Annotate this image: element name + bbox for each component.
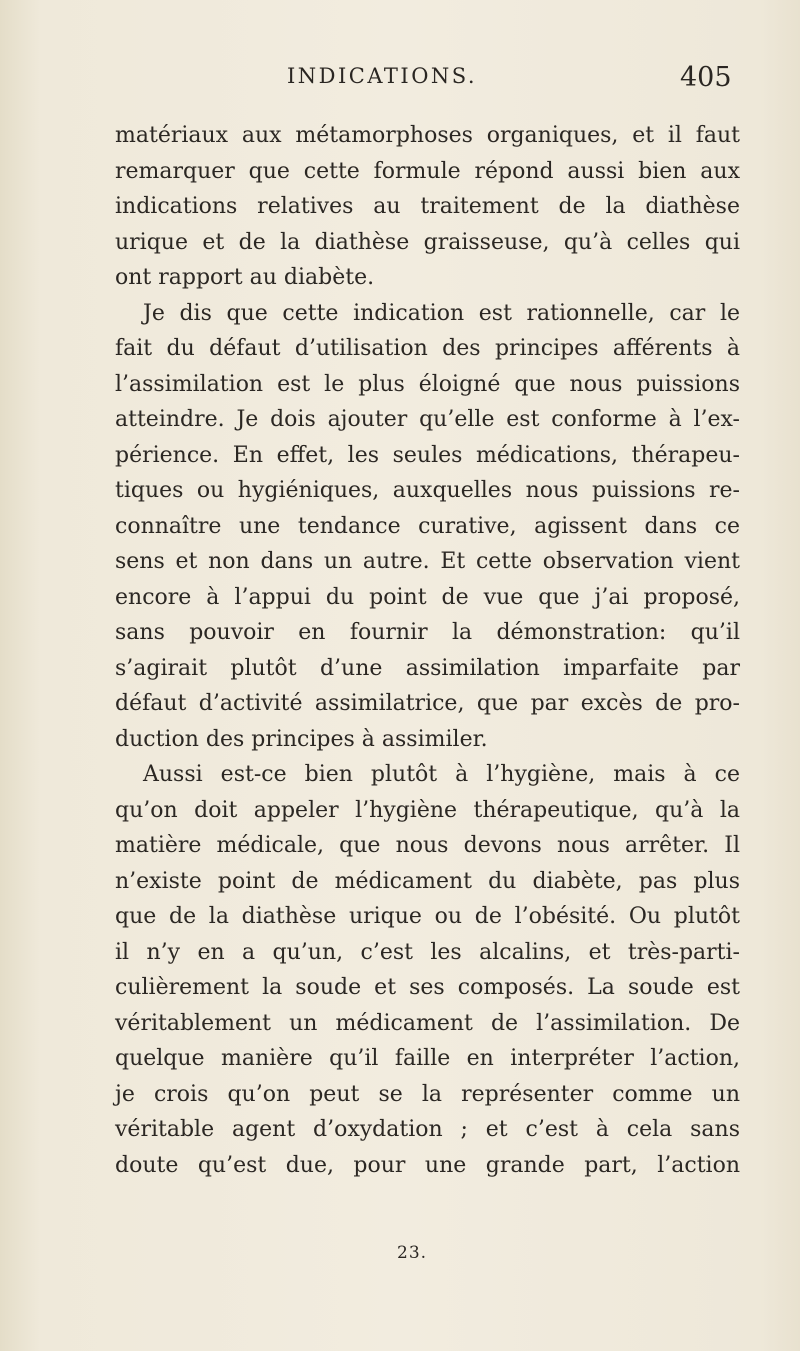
text-line: tiques ou hygiéniques, auxquelles nous puissions re- (115, 478, 740, 503)
signature-mark: 23. (397, 1243, 428, 1263)
text-line: doute qu’est due, pour une grande part, l’action (115, 1152, 740, 1178)
text-line: remarquer que cette formule répond aussi bien aux (115, 158, 740, 184)
text-line: s’agirait plutôt d’une assimilation imparfaite par (115, 655, 740, 681)
text-line: n’existe point de médicament du diabète, pas plus (115, 868, 740, 894)
text-line: Aussi est-ce bien plutôt à l’hygiène, mais à ce (143, 762, 740, 787)
text-line: indications relatives au traitement de la diathèse (115, 194, 740, 219)
running-head: INDICATIONS. (287, 64, 478, 88)
text-line: matériaux aux métamorphoses organiques, et il faut (115, 123, 740, 148)
text-line: urique et de la diathèse graisseuse, qu’à celles qui (115, 229, 740, 255)
page-number: 405 (680, 62, 732, 93)
text-line: ont rapport au diabète. (115, 265, 375, 290)
page-header (0, 62, 800, 102)
text-line: encore à l’appui du point de vue que j’ai proposé, (115, 584, 740, 610)
text-line: défaut d’activité assimilatrice, que par excès de pro- (115, 691, 740, 716)
text-line: sens et non dans un autre. Et cette observation vient (115, 549, 740, 574)
text-line: véritable agent d’oxydation ; et c’est à cela sans (115, 1117, 740, 1142)
text-line: culièrement la soude et ses composés. La soude est (115, 975, 740, 1000)
text-line: connaître une tendance curative, agissent dans ce (115, 513, 740, 539)
text-line: sans pouvoir en fournir la démonstration: qu’il (115, 620, 740, 645)
text-line: que de la diathèse urique ou de l’obésité. Ou plutôt (115, 904, 740, 929)
text-line: duction des principes à assimiler. (115, 726, 488, 752)
text-line: fait du défaut d’utilisation des principes afférents à (115, 336, 740, 361)
text-line: périence. En effet, les seules médications, thérapeu- (115, 442, 740, 468)
text-line: qu’on doit appeler l’hygiène thérapeutique, qu’à la (115, 797, 740, 823)
text-line: je crois qu’on peut se la représenter comme un (115, 1081, 740, 1107)
text-line: l’assimilation est le plus éloigné que nous puissions (115, 371, 740, 397)
text-line: véritablement un médicament de l’assimilation. De (115, 1010, 740, 1036)
text-line: Je dis que cette indication est rationnelle, car le (143, 300, 740, 326)
body-text (115, 118, 740, 1183)
text-line: quelque manière qu’il faille en interpréter l’action, (115, 1046, 740, 1071)
text-line: atteindre. Je dois ajouter qu’elle est conforme à l’ex- (115, 407, 740, 432)
text-line: matière médicale, que nous devons nous arrêter. Il (115, 833, 740, 858)
text-line: il n’y en a qu’un, c’est les alcalins, et très-parti- (115, 939, 740, 965)
